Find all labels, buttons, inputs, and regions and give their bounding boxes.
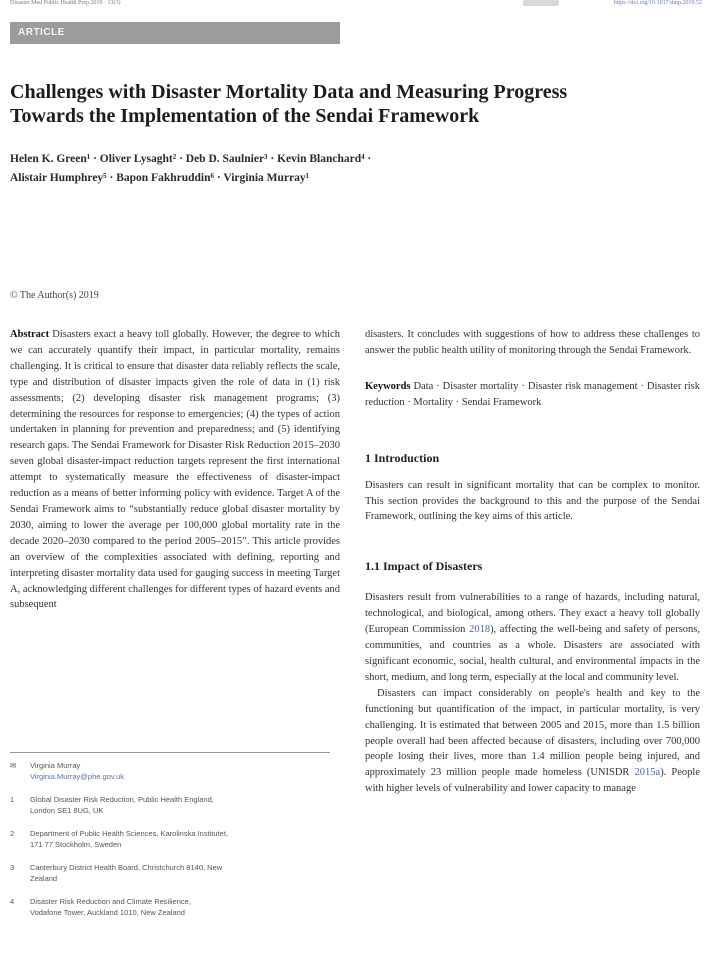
affiliation-footnotes (10, 760, 330, 930)
footnote-divider (10, 752, 330, 753)
corresponding-email-link[interactable]: Virginia.Murray@phe.gov.uk (30, 772, 125, 781)
footnote-item (10, 760, 330, 782)
footnote-mark: 1 (10, 795, 15, 804)
keywords-text: Data · Disaster mortality · Disaster risk management · Disaster risk reduction · Mortality · Sendai Framework (365, 380, 701, 408)
doi-link[interactable]: https://doi.org/10.1017/dmp.2019.52 (613, 0, 702, 6)
abstract-label: Abstract (10, 329, 50, 340)
paragraph-text: ). People with higher levels of vulnerability and lower capacity to manage (365, 767, 700, 795)
footnote-line: Virginia Murray (30, 761, 81, 770)
footnote-item (10, 828, 330, 850)
keywords-label: Keywords (365, 380, 411, 392)
footnote-line: Global Disaster Risk Reduction, Public Health England, (30, 795, 214, 804)
footnote-line: Zealand (30, 874, 58, 883)
copyright-notice: © The Author(s) 2019 (10, 290, 99, 301)
journal-line: Disaster Med Public Health Prep 2019 · 13(3) (10, 0, 121, 6)
footnote-line: Canterbury District Health Board, Christchurch 8140, New (30, 863, 223, 872)
abstract (10, 327, 340, 613)
author-line[interactable]: Helen K. Green¹ · Oliver Lysaght² · Deb D. Saulnier³ · Kevin Blanchard⁴ · (10, 153, 372, 165)
footnote-mark: 2 (10, 829, 15, 838)
footnote-mark: 4 (10, 897, 15, 906)
keywords (365, 379, 700, 411)
footnote-item (10, 896, 330, 918)
running-header (0, 0, 720, 10)
section-heading-introduction: 1 Introduction (365, 450, 440, 465)
footnote-mark: 3 (10, 863, 15, 872)
introduction-text: Disasters can result in significant mortality that can be complex to monitor. This section provides the background to this and the purpose of the Sendai Framework, outlining the key aims of this article. (365, 479, 700, 523)
footnote-item (10, 862, 330, 884)
author-list (10, 150, 670, 188)
footnote-item (10, 794, 330, 816)
footnote-line: Department of Public Health Sciences, Karolinska Institutet, (30, 829, 229, 838)
impact-paragraph-2 (365, 686, 700, 797)
footnote-line: Vodafone Tower, Auckland 1010, New Zealand (30, 908, 185, 917)
abstract-text: Disasters exact a heavy toll globally. However, the degree to which we can accurately quantify their impact, in particular mortality, remains challenging. It is critical to ensure that disaster data reliably reflects the scale, type and distribution of disaster impacts given the role of data in (1) risk assessments; (2) developing disaster risk management programs; (3) determining the resources for response to emergencies; (4) the types of action undertaken in planning for prevention and preparedness; and (5) identifying research gaps. The Sendai Framework for Disaster Risk Reduction 2015–2030 seven global disaster-impact reduction targets represent the first international attempt to systematically measure the effectiveness of disaster-impact reduction as a means of better informing policy with evidence. Target A of the Sendai Framework aims to “substantially reduce global disaster mortality by 2030, aiming to lower the average per 100,000 global mortality rate in the decade 2020–2030 compared to the period 2005–2015”. This article provides an overview of the complexities associated with defining, reporting and interpreting disaster mortality data used for gauging success in meeting Target A, acknowledging different challenges for different types of hazard events and subsequent (10, 329, 340, 611)
header-badge (523, 0, 559, 6)
title-line: Towards the Implementation of the Sendai Framework (10, 105, 480, 127)
author-line[interactable]: Alistair Humphrey⁵ · Bapon Fakhruddin⁶ · Virginia Murray¹ (10, 172, 310, 184)
paragraph-text: ), affecting the well-being and safety of persons, communities, and countries as a whole. Disasters are associated with significant economic, social, health cultural, and environmental impacts in the short, medium, and long term, especially at the local and community level. (365, 624, 701, 683)
abstract-continuation: disasters. It concludes with suggestions of how to address these challenges to answer the public health utility of monitoring through the Sendai Framework. (365, 329, 700, 356)
footnote-line: London SE1 8UG, UK (30, 806, 104, 815)
left-column (10, 327, 340, 613)
citation-link[interactable]: 2018 (469, 624, 491, 636)
article-type-bar (10, 22, 340, 44)
article-title (10, 80, 690, 128)
right-column (365, 327, 700, 797)
footnote-line: 171 77 Stockholm, Sweden (30, 840, 122, 849)
section-heading-impact-of-disasters: 1.1 Impact of Disasters (365, 559, 483, 574)
paragraph-text: Disasters can impact considerably on people's health and key to the functioning but quantification of the impact, in particular mortality, is very challenging. It is estimated that between 2005 and 2015, more than 1.5 billion people overall had been affected because of disasters, including over 700,000 people losing their lives, more than 1.4 million people being injured, and approximately 23 million people made homeless (UNISDR (365, 687, 700, 779)
article-type-label: ARTICLE (18, 27, 65, 38)
envelope-icon: ✉ (10, 761, 17, 770)
title-line: Challenges with Disaster Mortality Data and Measuring Progress (10, 81, 568, 103)
citation-link[interactable]: 2015a (634, 767, 661, 779)
impact-paragraph-1 (365, 590, 700, 685)
paragraph-text: Disasters result from vulnerabilities to a range of hazards, including natural, technological, and biological, among others. They exact a heavy toll globally (European Commission (365, 592, 700, 636)
footnote-line: Disaster Risk Reduction and Climate Resilience, (30, 897, 191, 906)
